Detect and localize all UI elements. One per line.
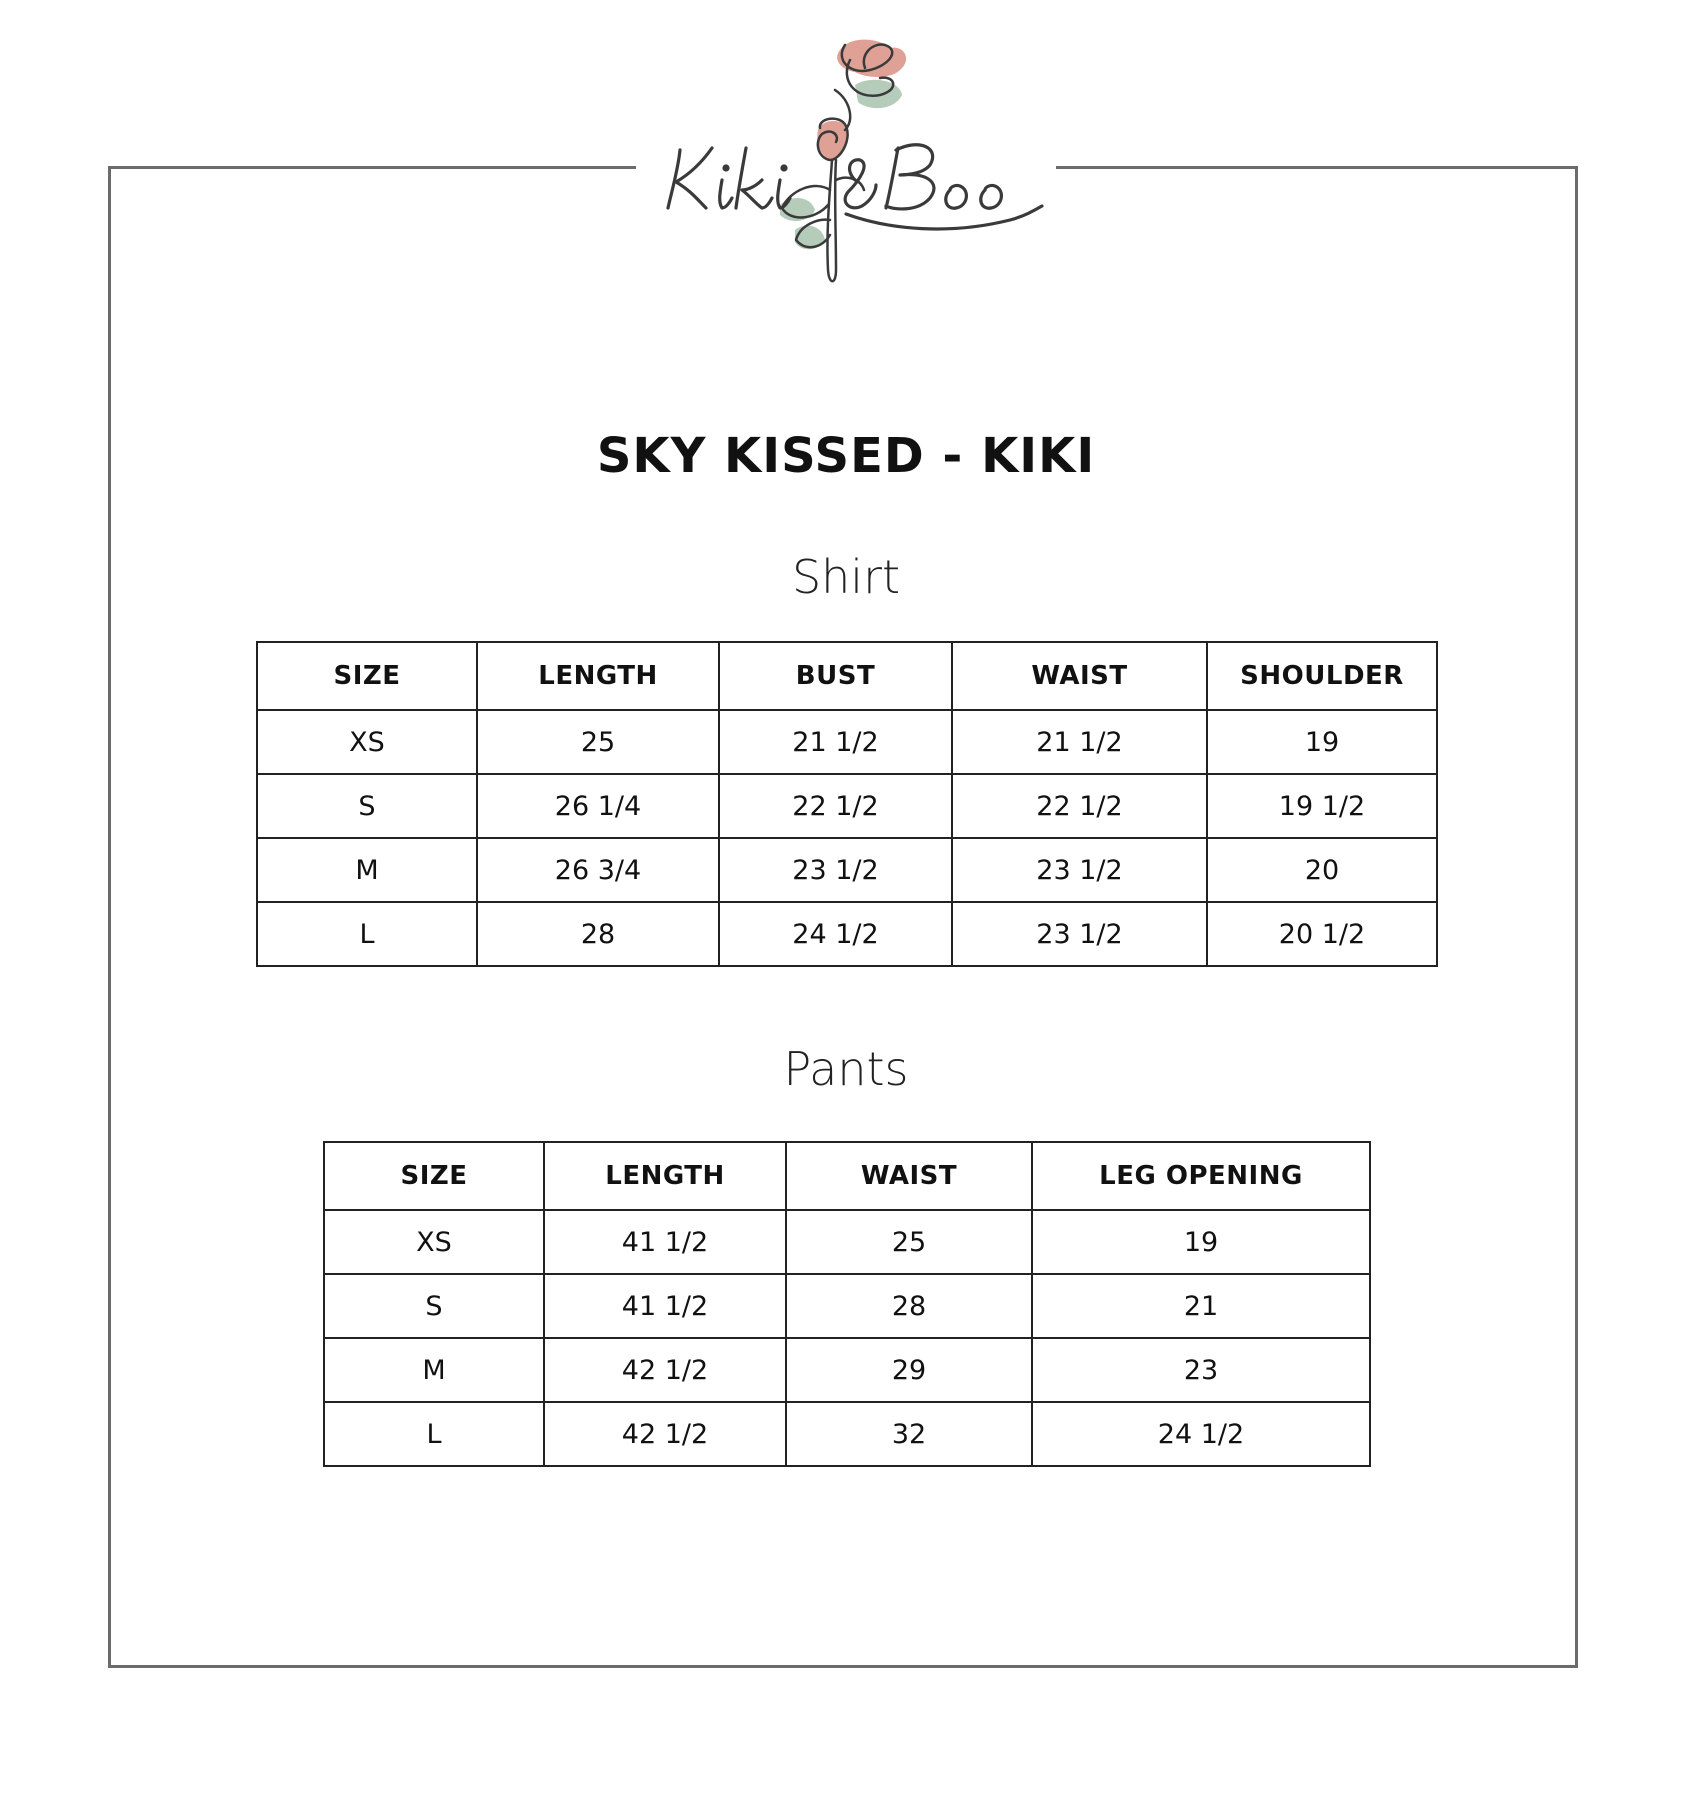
column-header: WAIST [952, 642, 1207, 710]
table-cell: 23 [1032, 1338, 1370, 1402]
table-cell: S [257, 774, 477, 838]
table-cell: 25 [477, 710, 719, 774]
table-cell: 28 [477, 902, 719, 966]
table-cell: 22 1/2 [719, 774, 952, 838]
table-cell: 42 1/2 [544, 1338, 786, 1402]
column-header: LENGTH [544, 1142, 786, 1210]
table-cell: 21 1/2 [719, 710, 952, 774]
pants-heading: Pants [783, 1042, 909, 1096]
table-cell: 41 1/2 [544, 1210, 786, 1274]
table-cell: 19 [1032, 1210, 1370, 1274]
table-cell: 41 1/2 [544, 1274, 786, 1338]
column-header: SIZE [257, 642, 477, 710]
table-cell: 21 1/2 [952, 710, 1207, 774]
table-cell: 29 [786, 1338, 1032, 1402]
table-row [324, 1210, 1370, 1274]
table-header-row [257, 642, 1437, 710]
table-cell: 20 [1207, 838, 1437, 902]
column-header: LENGTH [477, 642, 719, 710]
column-header: WAIST [786, 1142, 1032, 1210]
table-row [257, 902, 1437, 966]
table-cell: 26 3/4 [477, 838, 719, 902]
table-cell: M [257, 838, 477, 902]
table-row [257, 774, 1437, 838]
table-row [324, 1274, 1370, 1338]
table-cell: 25 [786, 1210, 1032, 1274]
table-cell: 23 1/2 [952, 902, 1207, 966]
column-header: BUST [719, 642, 952, 710]
table-cell: 32 [786, 1402, 1032, 1466]
table-cell: 24 1/2 [1032, 1402, 1370, 1466]
table-cell: L [257, 902, 477, 966]
table-row [257, 710, 1437, 774]
table-cell: 42 1/2 [544, 1402, 786, 1466]
table-header-row [324, 1142, 1370, 1210]
table-cell: XS [257, 710, 477, 774]
document-title: SKY KISSED - KIKI [596, 428, 1096, 484]
table-cell: L [324, 1402, 544, 1466]
table-cell: 20 1/2 [1207, 902, 1437, 966]
table-cell: S [324, 1274, 544, 1338]
shirt-size-table [256, 641, 1438, 967]
table-cell: M [324, 1338, 544, 1402]
table-cell: 28 [786, 1274, 1032, 1338]
table-cell: 19 1/2 [1207, 774, 1437, 838]
table-cell: 21 [1032, 1274, 1370, 1338]
column-header: SIZE [324, 1142, 544, 1210]
pants-size-table [323, 1141, 1371, 1467]
table-cell: 23 1/2 [719, 838, 952, 902]
table-cell: 26 1/4 [477, 774, 719, 838]
table-cell: 23 1/2 [952, 838, 1207, 902]
table-row [257, 838, 1437, 902]
table-row [324, 1402, 1370, 1466]
table-cell: 24 1/2 [719, 902, 952, 966]
table-cell: 19 [1207, 710, 1437, 774]
table-cell: XS [324, 1210, 544, 1274]
shirt-heading: Shirt [791, 550, 901, 604]
table-row [324, 1338, 1370, 1402]
column-header: LEG OPENING [1032, 1142, 1370, 1210]
table-cell: 22 1/2 [952, 774, 1207, 838]
column-header: SHOULDER [1207, 642, 1437, 710]
brand-logo [650, 30, 1050, 320]
rose-logo-icon [650, 30, 1050, 320]
